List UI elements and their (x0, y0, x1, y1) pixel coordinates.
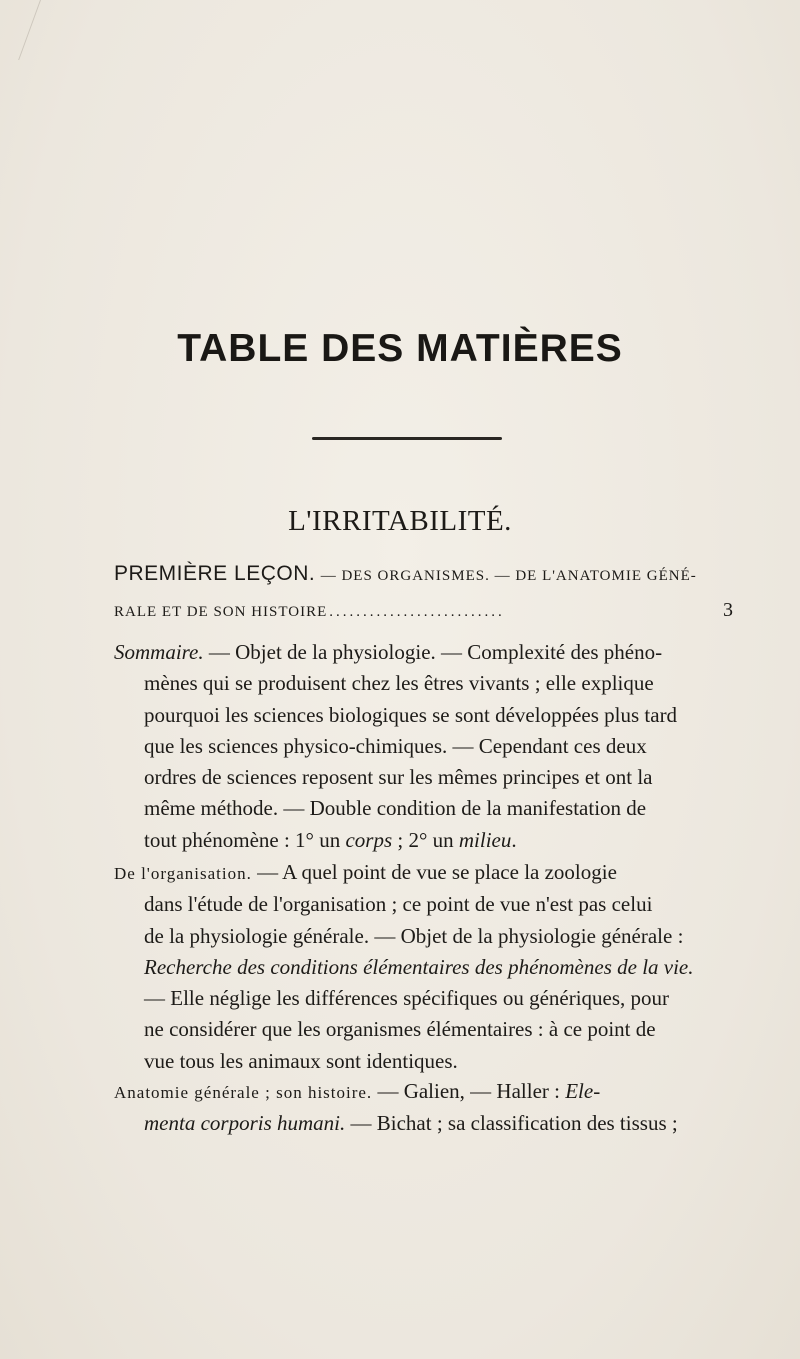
sommaire-line: même méthode. — Double condition de la manifestation de (144, 796, 647, 821)
sommaire-paragraph (114, 637, 734, 856)
anatomie-line: menta corporis humani. — Bichat ; sa classification des tissus ; (144, 1111, 678, 1136)
lesson-heading-rest: — DES ORGANISMES. — DE L'ANATOMIE GÉNÉ- (320, 568, 697, 584)
organisation-line: — Elle néglige les différences spécifiques ou génériques, pour (144, 986, 670, 1011)
sommaire-line: tout phénomène : 1° un corps ; 2° un milieu. (144, 827, 517, 852)
lesson-heading-lead: PREMIÈRE LEÇON. (114, 562, 316, 585)
sommaire-line: pourquoi les sciences biologiques se sont développées plus tard (144, 702, 678, 727)
organisation-line: Recherche des conditions élémentaires des phénomènes de la vie. (144, 954, 694, 979)
anatomie-paragraph (114, 1076, 734, 1140)
organisation-paragraph (114, 857, 734, 1077)
lesson-heading (114, 562, 734, 586)
organisation-label: De l'organisation. (114, 864, 252, 883)
anatomie-label: Anatomie générale ; son histoire. (114, 1083, 373, 1102)
toc-leader-dots: .......................... (329, 604, 505, 620)
organisation-line: de la physiologie générale. — Objet de la physiologie générale : (144, 923, 684, 948)
organisation-line: dans l'étude de l'organisation ; ce point de vue n'est pas celui (144, 892, 653, 917)
toc-entry-line (114, 599, 734, 622)
lesson-heading-line2: RALE ET DE SON HISTOIRE (114, 604, 328, 620)
sommaire-label: Sommaire. (114, 640, 204, 664)
section-title: L'IRRITABILITÉ. (288, 505, 512, 537)
sommaire-line: ordres de sciences reposent sur les mêmes principes et ont la (144, 765, 653, 790)
sommaire-line: Sommaire. — Objet de la physiologie. — Complexité des phéno- (114, 640, 663, 664)
organisation-line: ne considérer que les organismes élémentaires : à ce point de (144, 1017, 656, 1042)
sommaire-line: que les sciences physico-chimiques. — Cependant ces deux (144, 733, 647, 758)
organisation-line: De l'organisation. — A quel point de vue se place la zoologie (114, 860, 617, 884)
page-title: TABLE DES MATIÈRES (177, 327, 623, 370)
organisation-line: vue tous les animaux sont identiques. (144, 1048, 458, 1073)
page-corner-mark (0, 0, 41, 60)
toc-page-number: 3 (723, 599, 734, 621)
title-rule (312, 437, 502, 440)
sommaire-line: mènes qui se produisent chez les êtres vivants ; elle explique (144, 671, 654, 696)
anatomie-line: Anatomie générale ; son histoire. — Galien, — Haller : Ele- (114, 1079, 601, 1103)
